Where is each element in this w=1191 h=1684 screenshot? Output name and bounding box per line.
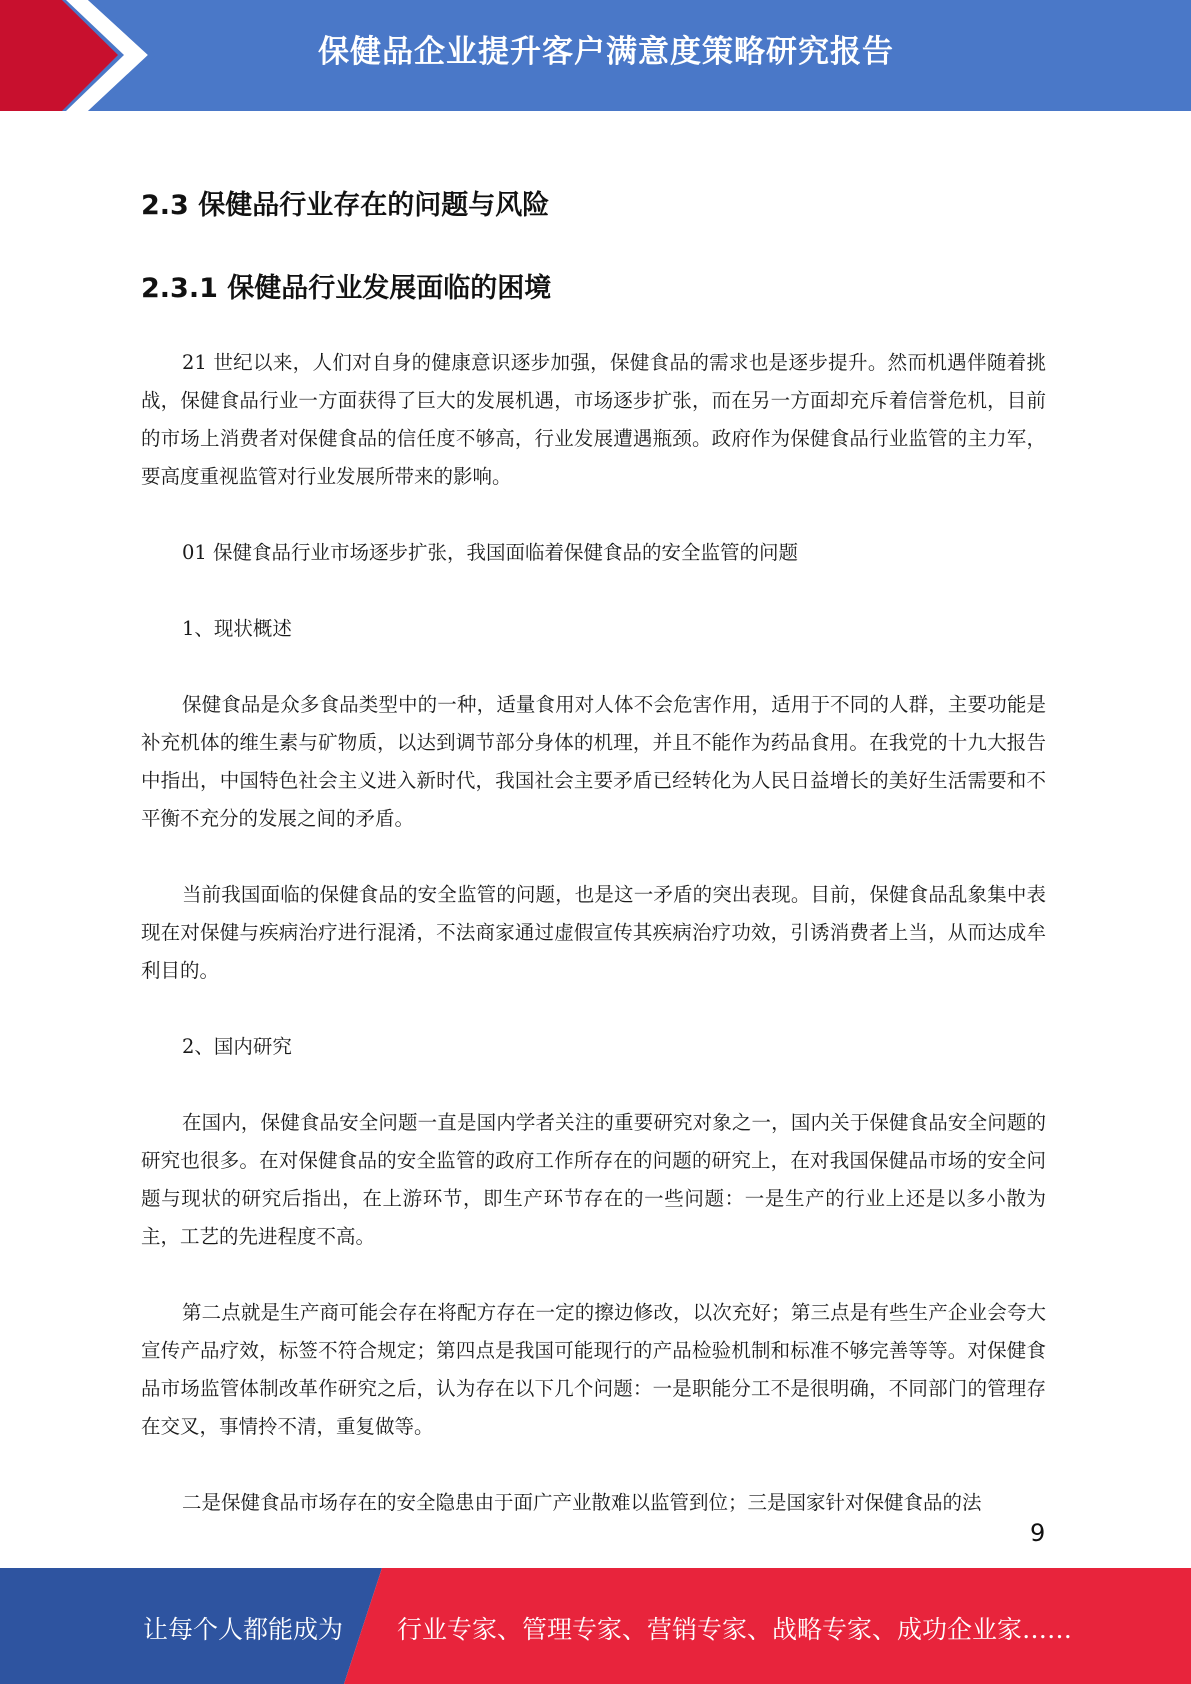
footer-banner <box>0 1568 1191 1684</box>
page-number: 9 <box>1030 1519 1046 1547</box>
paragraph-second-point: 第二点就是生产商可能会存在将配方存在一定的擦边修改，以次充好；第三点是有些生产企业会夸大宣传产品疗效，标签不符合规定；第四点是我国可能现行的产品检验机制和标准不够完善等等。对保健食品市场监管体制改革作研究之后，认为存在以下几个问题：一是职能分工不是很明确，不同部门的管理存在交叉，事情拎不清，重复做等。 <box>141 1301 1046 1438</box>
paragraph-topic-01: 01 保健食品行业市场逐步扩张，我国面临着保健食品的安全监管的问题 <box>182 541 799 564</box>
footer-slogan-left: 让每个人都能成为 <box>143 1615 344 1644</box>
subsection-heading: 2.3.1 保健品行业发展面临的困境 <box>141 273 552 304</box>
paragraph-subtitle-domestic: 2、国内研究 <box>182 1035 292 1058</box>
paragraph-definition: 保健食品是众多食品类型中的一种，适量食用对人体不会危害作用，适用于不同的人群，主要功能是补充机体的维生素与矿物质，以达到调节部分身体的机理，并且不能作为药品食用。在我党的十九大报告中指出，中国特色社会主义进入新时代，我国社会主要矛盾已经转化为人民日益增长的美好生活需要和不平衡不充分的发展之间的矛盾。 <box>141 693 1046 830</box>
paragraph-subtitle-status: 1、现状概述 <box>182 617 292 640</box>
paragraph-intro: 21 世纪以来，人们对自身的健康意识逐步加强，保健食品的需求也是逐步提升。然而机遇伴随着挑战，保健食品行业一方面获得了巨大的发展机遇，市场逐步扩张，而在另一方面却充斥着信誉危机，目前的市场上消费者对保健食品的信任度不够高，行业发展遭遇瓶颈。政府作为保健食品行业监管的主力军，要高度重视监管对行业发展所带来的影响。 <box>141 351 1046 488</box>
header-banner <box>0 0 1191 111</box>
footer-slogan-right: 行业专家、管理专家、营销专家、战略专家、成功企业家…… <box>397 1615 1073 1644</box>
paragraph-continued: 二是保健食品市场存在的安全隐患由于面广产业散难以监管到位；三是国家针对保健食品的法 <box>182 1491 982 1514</box>
document-title: 保健品企业提升客户满意度策略研究报告 <box>318 34 894 70</box>
paragraph-domestic-research: 在国内，保健食品安全问题一直是国内学者关注的重要研究对象之一，国内关于保健食品安全问题的研究也很多。在对保健食品的安全监管的政府工作所存在的问题的研究上，在对我国保健品市场的安全问题与现状的研究后指出，在上游环节，即生产环节存在的一些问题：一是生产的行业上还是以多小散为主，工艺的先进程度不高。 <box>141 1111 1046 1248</box>
header-arrow-logo <box>0 0 160 111</box>
section-heading: 2.3 保健品行业存在的问题与风险 <box>141 190 550 221</box>
body-content <box>141 344 1046 1560</box>
paragraph-current-issues: 当前我国面临的保健食品的安全监管的问题，也是这一矛盾的突出表现。目前，保健食品乱象集中表现在对保健与疾病治疗进行混淆，不法商家通过虚假宣传其疾病治疗功效，引诱消费者上当，从而达成牟利目的。 <box>141 883 1046 982</box>
